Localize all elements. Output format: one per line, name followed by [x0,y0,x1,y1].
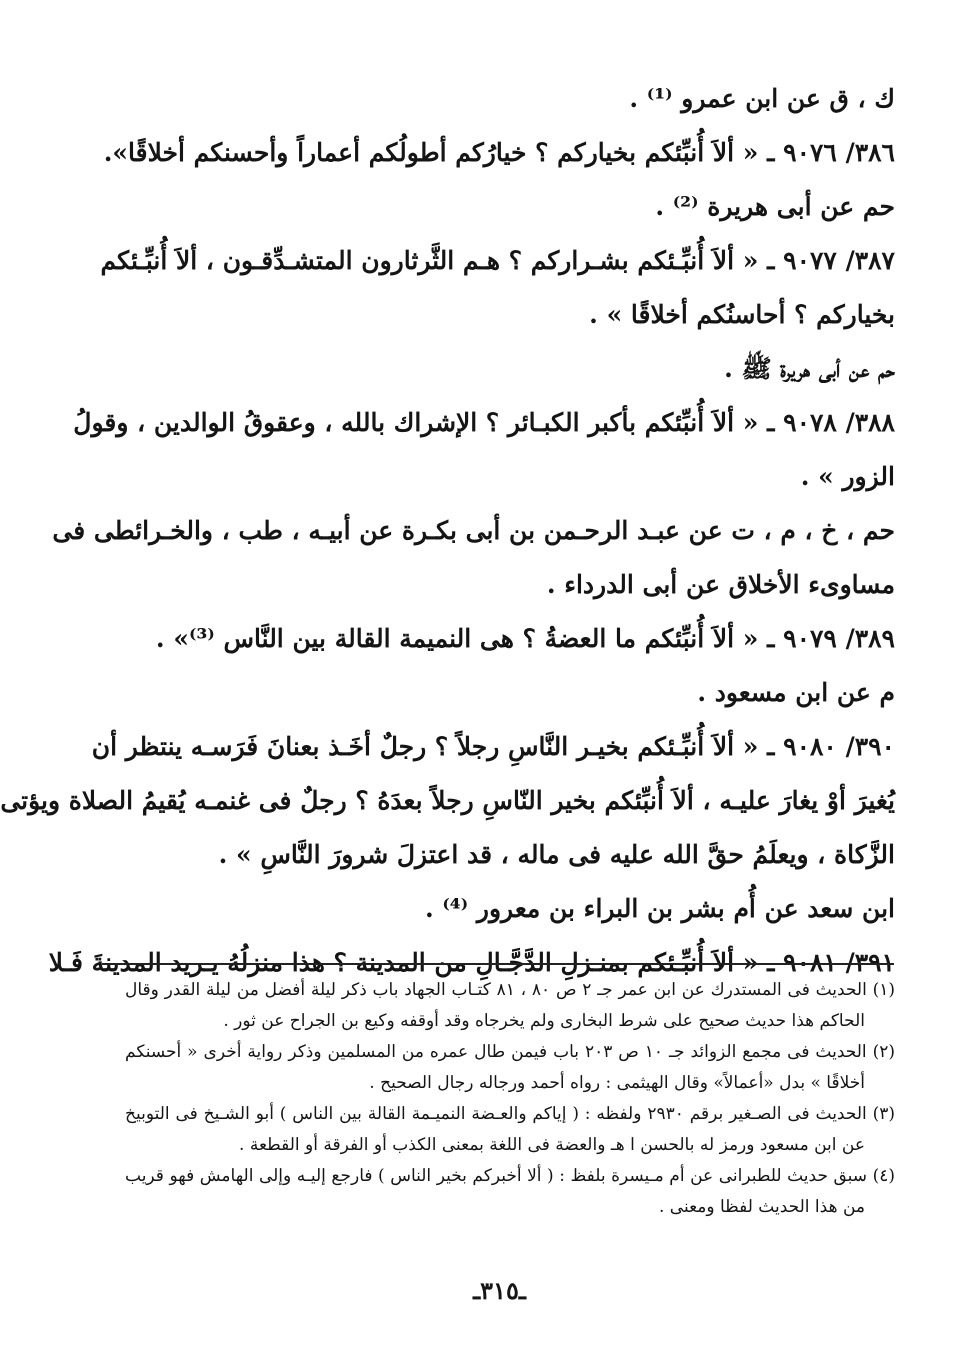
text-line: ابن سعد عن أُم بشر بن البراء بن معرور ⁽⁴⁾ . [424,894,895,923]
footnote-line: (٢) الحديث فى مجمع الزوائد جـ ١٠ ص ٢٠٣ باب فيمن طال عمره من المسلمين وذكر رواية أخرى « أحسنكم [125,1042,895,1062]
text-line: الزَّكاة ، ويعلَمُ حقَّ الله عليه فى ماله ، قد اعتزلَ شرورَ النَّاسِ » . [218,840,895,869]
text-line: ٣٨٨/ ٩٠٧٨ ـ « ألاَ أُنبِّئكم بأكبر الكبـائر ؟ الإشراك بالله ، وعقوقُ الوالدين ، وقولُ [73,408,895,437]
text-line: ك ، ق عن ابن عمرو ⁽¹⁾ . [629,84,895,113]
footnote-line: من هذا الحديث لفظا ومعنى . [658,1197,865,1217]
text-line: حم عن أبى هريرة ⁽²⁾ . [655,192,895,221]
text-line: مساوىء الأخلاق عن أبى الدرداء . [546,570,895,599]
footnote-line: (٤) سبق حديث للطبرانى عن أم مـيسرة بلفظ : ( ألا أخبركم بخير الناس ) فارجع إليـه وإلى الهامش فهو قريب [125,1166,895,1186]
text-line: حم عن أبى هريرة ﷺ . [724,354,895,383]
page-number: ـ٣١٥ـ [473,1276,526,1305]
footnotes-block [125,975,895,1223]
text-line: م عن ابن مسعود . [697,678,895,707]
footnote-line: (٣) الحديث فى الصـغير برقم ٢٩٣٠ ولفظه : ( إياكم والعـضة النميـمة القالة بين الناس ) أبو الشـيخ فى التوبيخ [125,1104,895,1124]
text-line: ٣٩١/ ٩٠٨١ ـ « ألاَ أُنبِّـئكم بمنـزلِ الدَّجَّـالِ من المدينة ؟ هذا منزلُهُ يـريد المدينةَ فَـلا [48,948,895,977]
text-line: يُغيرَ أوْ يغارَ عليـه ، ألاَ أُنبِّئكم بخير النّاسِ رجلاً بعدَهُ ؟ رجلٌ فى غنمـه يُقيمُ الصلاة ويؤتى [0,786,895,815]
footnote-line: أخلاقًا » بدل «أعمالاً» وقال الهيثمى : رواه أحمد ورجاله رجال الصحيح . [369,1073,865,1093]
text-line: بخياركم ؟ أحاسنُكم أخلاقًا » . [589,300,895,329]
text-line: ٣٨٩/ ٩٠٧٩ ـ « ألاَ أُنبِّئكم ما العضةُ ؟ هى النميمة القالة بين النَّاس ⁽³⁾» . [155,624,895,653]
text-line: ٣٩٠/ ٩٠٨٠ ـ « ألاَ أُنبِّـئكم بخيـر النَّاسِ رجلاً ؟ رجلٌ أخَـذ بعنانَ فَرَسـه ينتظر أن [91,732,895,761]
text-line: ٣٨٦/ ٩٠٧٦ ـ « ألاَ أُنبِّئكم بخياركم ؟ خيارُكم أطولُكم أعماراً وأحسنكم أخلاقًا». [103,138,895,167]
footnote-line: عن ابن مسعود ورمز له بالحسن ا هـ والعضة فى اللغة بمعنى الكذب أو الفرقة أو القطعة . [239,1135,865,1155]
footnote-line: الحاكم هذا حديث صحيح على شرط البخارى ولم يخرجاه وقد أوقفه وكيع بن الجراح عن ثور . [223,1011,865,1031]
main-text-block [0,72,895,990]
text-line: حم ، خ ، م ، ت عن عبـد الرحـمن بن أبى بكـرة عن أبيـه ، طب ، والخـرائطى فى [52,516,895,545]
footnote-divider [102,963,894,965]
text-line: الزور » . [800,462,895,491]
footnote-line: (١) الحديث فى المستدرك عن ابن عمر جـ ٢ ص ٨٠ ، ٨١ كتـاب الجهاد باب ذكر ليلة أفضل من ليلة القدر وقال [125,980,895,1000]
text-line: ٣٨٧/ ٩٠٧٧ ـ « ألاَ أُنبِّـئكم بشـراركم ؟ هـم الثَّرثارون المتشـدِّقـون ، ألاَ أُنبِّـئكم [100,246,895,275]
